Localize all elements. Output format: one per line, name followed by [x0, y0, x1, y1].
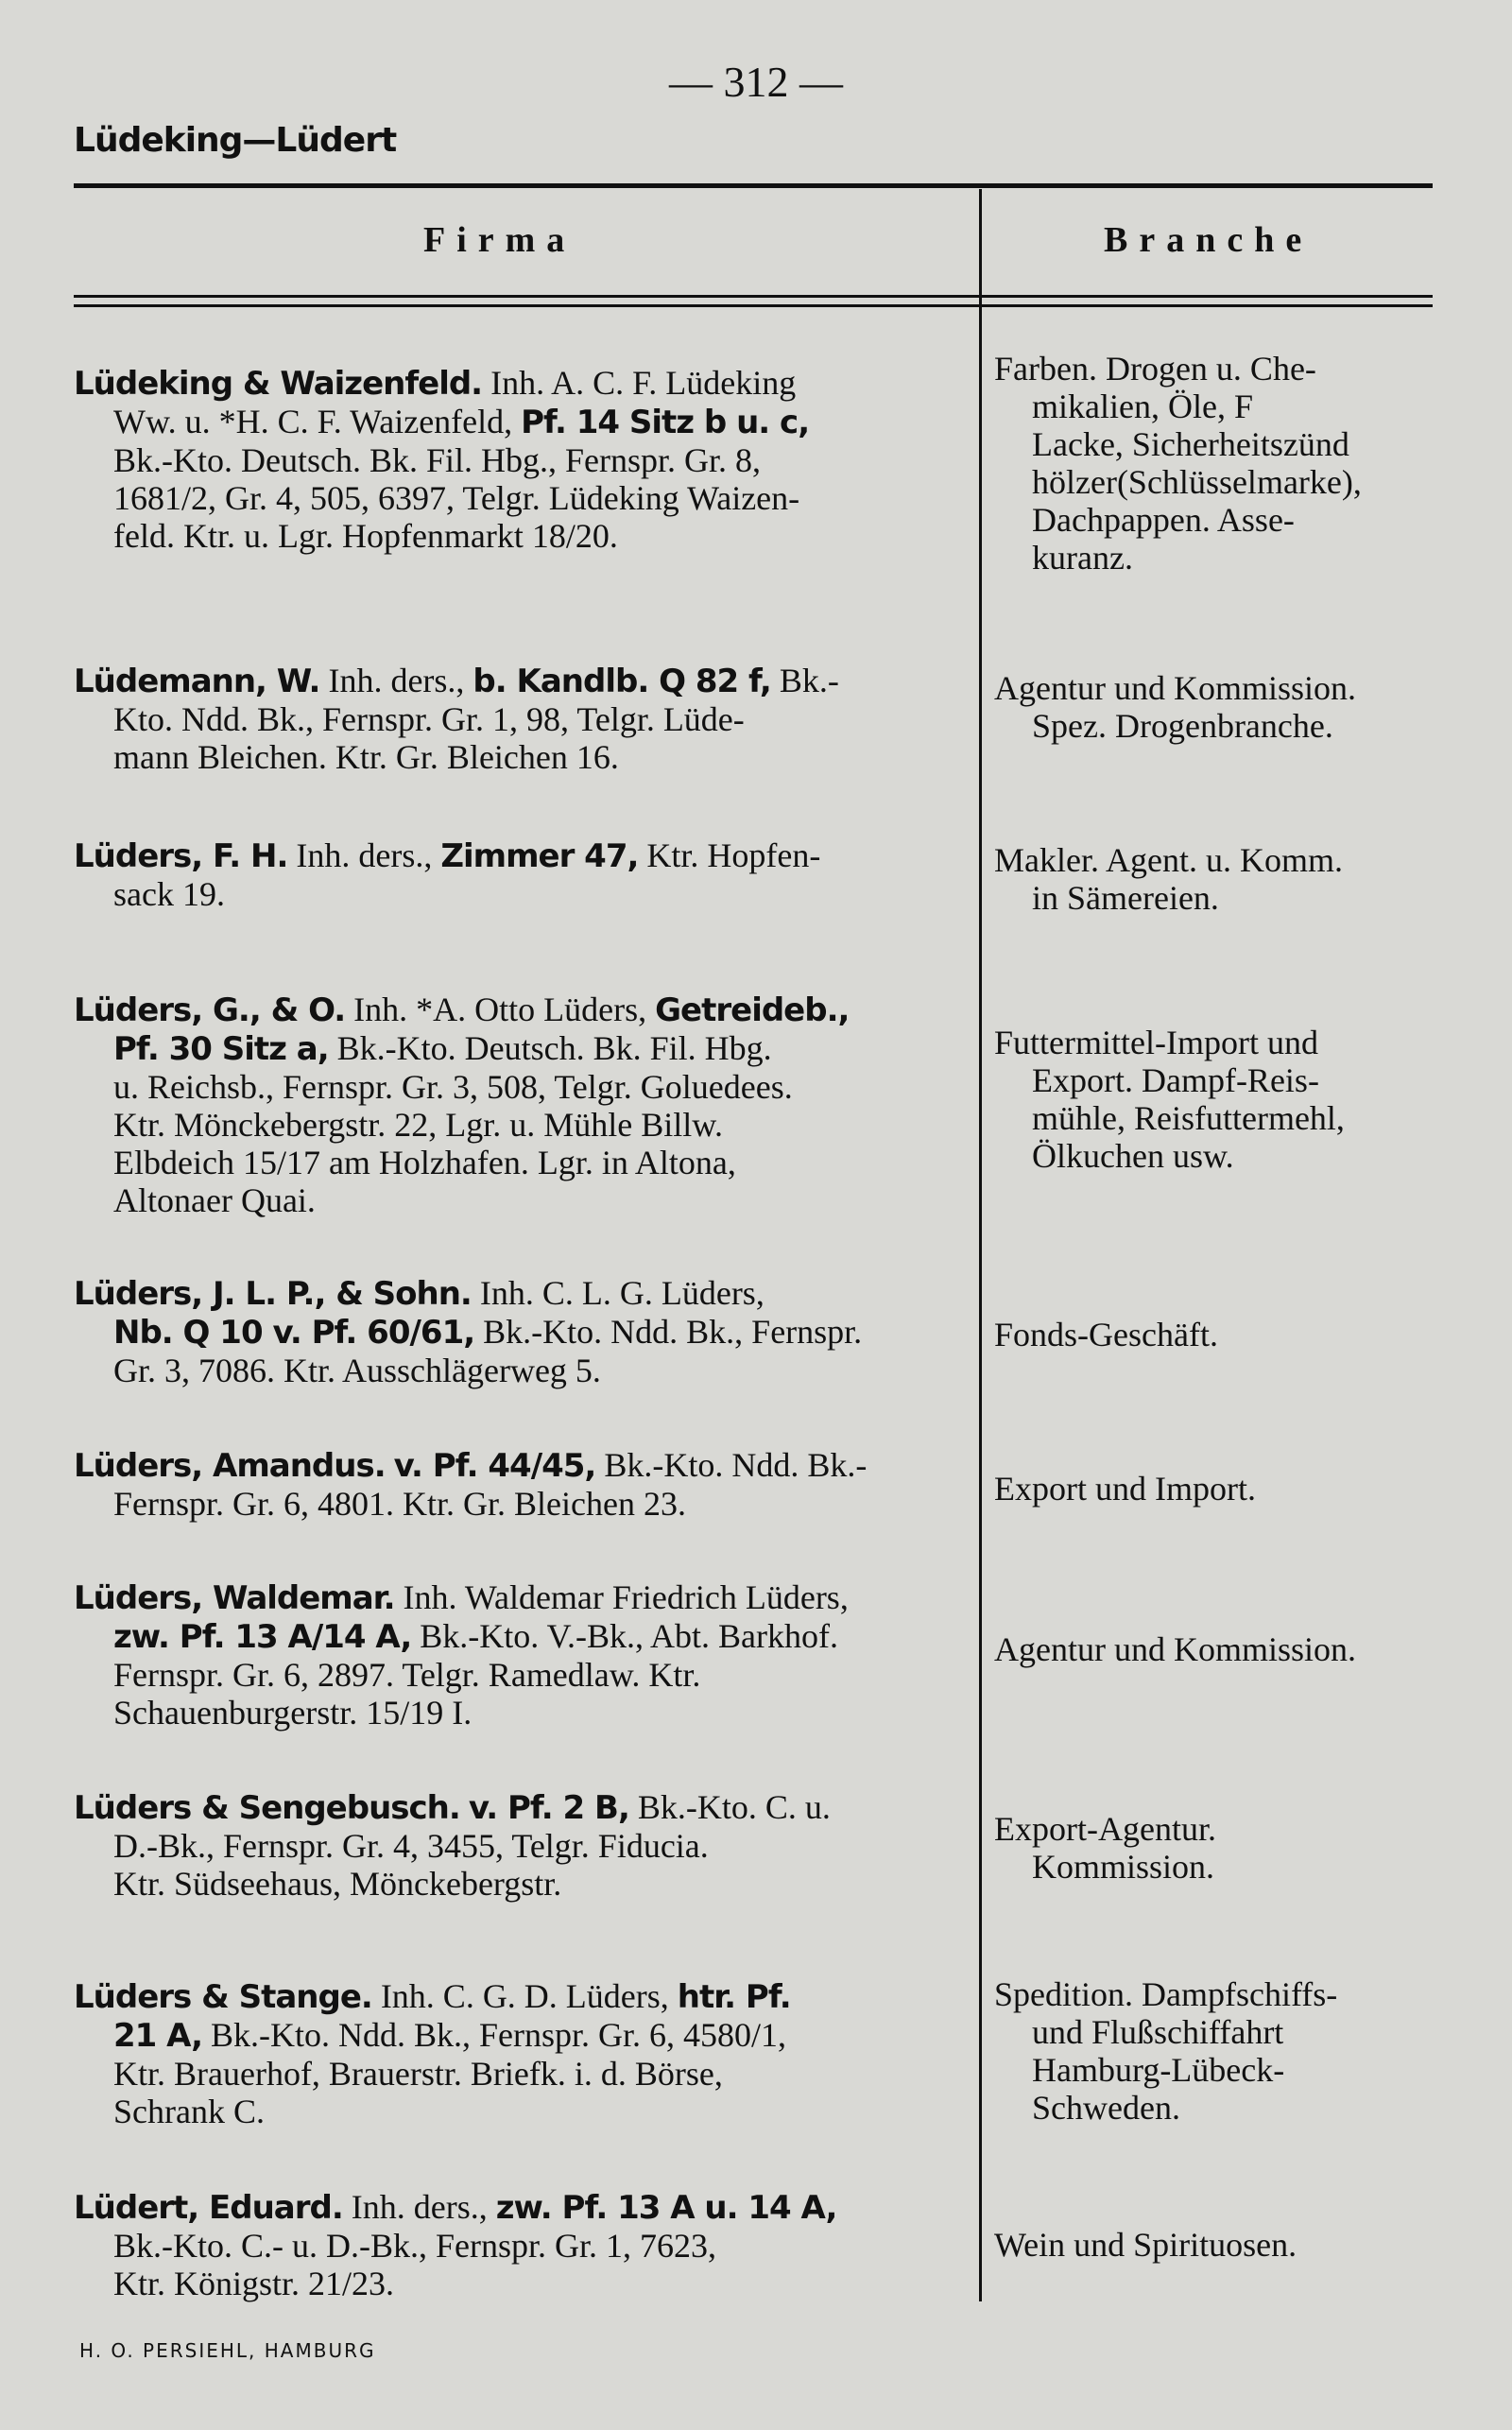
entry-firma — [74, 2188, 971, 2302]
header-rule-lower — [74, 304, 1433, 307]
entry-branche — [994, 1316, 1438, 1353]
firma-line — [74, 2188, 971, 2227]
entry-branche — [994, 1470, 1438, 1508]
column-header-firma: Firma — [423, 220, 576, 260]
branche-line: Kommission. — [1032, 1848, 1215, 1886]
entry-branche — [994, 1630, 1438, 1668]
branche-line: Schweden. — [1032, 2089, 1180, 2127]
column-divider — [979, 189, 982, 2301]
entry-text: Bk.-Kto. Ndd. Bk., Fernspr. Gr. 6, 4580/1, — [202, 2016, 787, 2054]
printer-imprint: H. O. PERSIEHL, HAMBURG — [79, 2339, 376, 2362]
branche-line: Spedition. Dampfschiffs- — [994, 1975, 1338, 2013]
entry-text: Inh. ders., — [319, 662, 473, 699]
entry-text: Bk.-Kto. Ndd. Bk., Fernspr. — [474, 1313, 863, 1351]
entry-text: Bk.-Kto. Deutsch. Bk. Fil. Hbg. — [328, 1029, 772, 1067]
firma-line — [74, 1029, 971, 1068]
bold-location: zw. Pf. 13 A/14 A, — [113, 1618, 412, 1656]
entry-text: u. Reichsb., Fernspr. Gr. 3, 508, Telgr. Goluedees. — [113, 1068, 793, 1106]
bold-location: Nb. Q 10 v. Pf. 60/61, — [113, 1314, 475, 1352]
entry-text: Bk.-Kto. Ndd. Bk.- — [595, 1446, 868, 1484]
branche-line: Agentur und Kommission. — [994, 669, 1356, 707]
firma-line — [74, 2055, 971, 2093]
entry-text: Fernspr. Gr. 6, 2897. Telgr. Ramedlaw. Ktr. — [113, 1656, 701, 1694]
branche-line: Fonds-Geschäft. — [994, 1316, 1218, 1353]
branche-line: mikalien, Öle, F — [1032, 388, 1253, 425]
bold-location: 21 A, — [113, 2017, 203, 2055]
firm-name: Lüders, F. H. — [74, 837, 288, 875]
firma-line — [74, 1827, 971, 1865]
entry-text: Bk.-Kto. V.-Bk., Abt. Barkhof. — [411, 1617, 838, 1655]
firma-line — [74, 2227, 971, 2265]
entry-text: D.-Bk., Fernspr. Gr. 4, 3455, Telgr. Fiducia. — [113, 1827, 709, 1865]
firma-line — [74, 1274, 971, 1313]
entry-branche — [994, 1810, 1438, 1886]
firma-line — [74, 403, 971, 441]
firma-line — [74, 1106, 971, 1144]
entry-text: Bk.-Kto. Deutsch. Bk. Fil. Hbg., Fernspr. Gr. 8, — [113, 441, 762, 479]
bold-location: Pf. 14 Sitz b u. c, — [521, 404, 810, 441]
entry-text: Inh. C. L. G. Lüders, — [471, 1274, 765, 1312]
firma-line — [74, 479, 971, 517]
entry-firma — [74, 1977, 971, 2130]
bold-location: b. Kandlb. Q 82 f, — [472, 663, 771, 700]
firma-line — [74, 1446, 971, 1485]
firma-line — [74, 517, 971, 555]
firm-name: Lüders & Stange. — [74, 1978, 372, 2016]
entry-text: Elbdeich 15/17 am Holzhafen. Lgr. in Altona, — [113, 1144, 736, 1181]
entry-firma — [74, 836, 971, 913]
entry-text — [386, 1446, 394, 1484]
bold-location: htr. Pf. — [677, 1978, 791, 2016]
firma-line — [74, 738, 971, 776]
firma-line — [74, 1656, 971, 1694]
entry-text: Ktr. Mönckebergstr. 22, Lgr. u. Mühle Billw. — [113, 1106, 723, 1144]
branche-line: Export-Agentur. — [994, 1810, 1216, 1848]
entry-text: Ktr. Brauerhof, Brauerstr. Briefk. i. d. Börse, — [113, 2055, 723, 2093]
firma-line — [74, 1313, 971, 1352]
firma-line — [74, 836, 971, 875]
firm-name: Lüdert, Eduard. — [74, 2189, 343, 2227]
firm-name: Lüders, Waldemar. — [74, 1579, 395, 1617]
firma-line — [74, 1181, 971, 1219]
firma-line — [74, 875, 971, 913]
branche-line: in Sämereien. — [1032, 879, 1219, 917]
firma-line — [74, 700, 971, 738]
bold-location: v. Pf. 2 B, — [468, 1789, 629, 1827]
firma-line — [74, 2093, 971, 2130]
entry-text: Inh. *A. Otto Lüders, — [345, 991, 656, 1028]
bold-location: v. Pf. 44/45, — [393, 1447, 596, 1485]
branche-line: Futtermittel-Import und — [994, 1024, 1318, 1061]
firm-name: Lüders, G., & O. — [74, 991, 346, 1029]
firm-name: Lüdeking & Waizenfeld. — [74, 365, 483, 403]
bold-location: Getreideb., — [655, 991, 850, 1029]
entry-text: Bk.- — [770, 662, 839, 699]
entry-firma — [74, 662, 971, 776]
entry-text: Inh. Waldemar Friedrich Lüders, — [394, 1578, 849, 1616]
bold-location: zw. Pf. 13 A u. 14 A, — [495, 2189, 837, 2227]
top-rule — [74, 183, 1433, 188]
firma-line — [74, 1865, 971, 1903]
entry-text: Bk.-Kto. C.- u. D.-Bk., Fernspr. Gr. 1, 7623, — [113, 2227, 716, 2265]
firma-line — [74, 1485, 971, 1523]
branche-line: Dachpappen. Asse- — [1032, 501, 1295, 539]
header-rule-upper — [74, 295, 1433, 298]
entry-branche — [994, 1024, 1438, 1175]
branche-line: Wein und Spirituosen. — [994, 2226, 1297, 2264]
bold-location: Pf. 30 Sitz a, — [113, 1030, 329, 1068]
running-header: Lüdeking—Lüdert — [74, 121, 397, 160]
branche-line: kuranz. — [1032, 539, 1133, 577]
entry-text: Schauenburgerstr. 15/19 I. — [113, 1694, 472, 1732]
branche-line: und Flußschiffahrt — [1032, 2013, 1284, 2051]
entry-text: Inh. ders., — [342, 2188, 496, 2226]
firma-line — [74, 1578, 971, 1617]
entry-firma — [74, 1788, 971, 1903]
branche-line: Makler. Agent. u. Komm. — [994, 841, 1343, 879]
entry-branche — [994, 2226, 1438, 2264]
firma-line — [74, 662, 971, 700]
page-number: — 312 — — [669, 58, 843, 106]
firma-line — [74, 364, 971, 403]
branche-line: Agentur und Kommission. — [994, 1630, 1356, 1668]
firma-line — [74, 1352, 971, 1389]
entry-text: Fernspr. Gr. 6, 4801. Ktr. Gr. Bleichen 23. — [113, 1485, 686, 1523]
firma-line — [74, 1694, 971, 1732]
entry-text: mann Bleichen. Ktr. Gr. Bleichen 16. — [113, 738, 619, 776]
entry-text: Schrank C. — [113, 2093, 265, 2130]
entry-text: Ww. u. *H. C. F. Waizenfeld, — [113, 403, 522, 440]
firm-name: Lüders, Amandus. — [74, 1447, 386, 1485]
branche-line: Export. Dampf-Reis- — [1032, 1061, 1319, 1099]
entry-text: Kto. Ndd. Bk., Fernspr. Gr. 1, 98, Telgr. Lüde- — [113, 700, 745, 738]
entry-text: Inh. ders., — [287, 836, 441, 874]
firm-name: Lüdemann, W. — [74, 663, 320, 700]
entry-text: Altonaer Quai. — [113, 1181, 316, 1219]
entry-branche — [994, 669, 1438, 745]
entry-text: Ktr. Hopfen- — [638, 836, 821, 874]
entry-branche — [994, 841, 1438, 917]
branche-line: Export und Import. — [994, 1470, 1256, 1508]
firma-line — [74, 1144, 971, 1181]
firma-line — [74, 2016, 971, 2055]
branche-line: hölzer(Schlüsselmarke), — [1032, 463, 1362, 501]
firma-line — [74, 2265, 971, 2302]
entry-text — [460, 1788, 469, 1826]
firma-line — [74, 1977, 971, 2016]
branche-line: mühle, Reisfuttermehl, — [1032, 1099, 1345, 1137]
entry-branche — [994, 1975, 1438, 2127]
branche-line: Lacke, Sicherheitszünd — [1032, 425, 1349, 463]
entry-text: feld. Ktr. u. Lgr. Hopfenmarkt 18/20. — [113, 517, 618, 555]
entry-text: Bk.-Kto. C. u. — [628, 1788, 831, 1826]
entry-text: 1681/2, Gr. 4, 505, 6397, Telgr. Lüdeking Waizen- — [113, 479, 800, 517]
entry-firma — [74, 1274, 971, 1389]
firma-line — [74, 1068, 971, 1106]
branche-line: Ölkuchen usw. — [1032, 1137, 1234, 1175]
branche-line: Hamburg-Lübeck- — [1032, 2051, 1285, 2089]
entry-text: Ktr. Südseehaus, Mönckebergstr. — [113, 1865, 562, 1903]
bold-location: Zimmer 47, — [440, 837, 639, 875]
entry-firma — [74, 1578, 971, 1732]
entry-firma — [74, 1446, 971, 1523]
entry-text: Gr. 3, 7086. Ktr. Ausschlägerweg 5. — [113, 1352, 601, 1389]
firma-line — [74, 1788, 971, 1827]
firma-line — [74, 1617, 971, 1656]
branche-line: Farben. Drogen u. Che- — [994, 350, 1316, 388]
entry-text: Ktr. Königstr. 21/23. — [113, 2265, 395, 2302]
firm-name: Lüders & Sengebusch. — [74, 1789, 460, 1827]
firma-line — [74, 991, 971, 1029]
entry-text: Inh. A. C. F. Lüdeking — [482, 364, 797, 402]
firma-line — [74, 441, 971, 479]
entry-text: sack 19. — [113, 875, 225, 913]
entry-firma — [74, 991, 971, 1219]
entry-firma — [74, 364, 971, 555]
entry-branche — [994, 350, 1438, 577]
column-header-branche: Branche — [1104, 220, 1314, 260]
branche-line: Spez. Drogenbranche. — [1032, 707, 1333, 745]
firm-name: Lüders, J. L. P., & Sohn. — [74, 1275, 472, 1313]
entry-text: Inh. C. G. D. Lüders, — [371, 1977, 678, 2015]
